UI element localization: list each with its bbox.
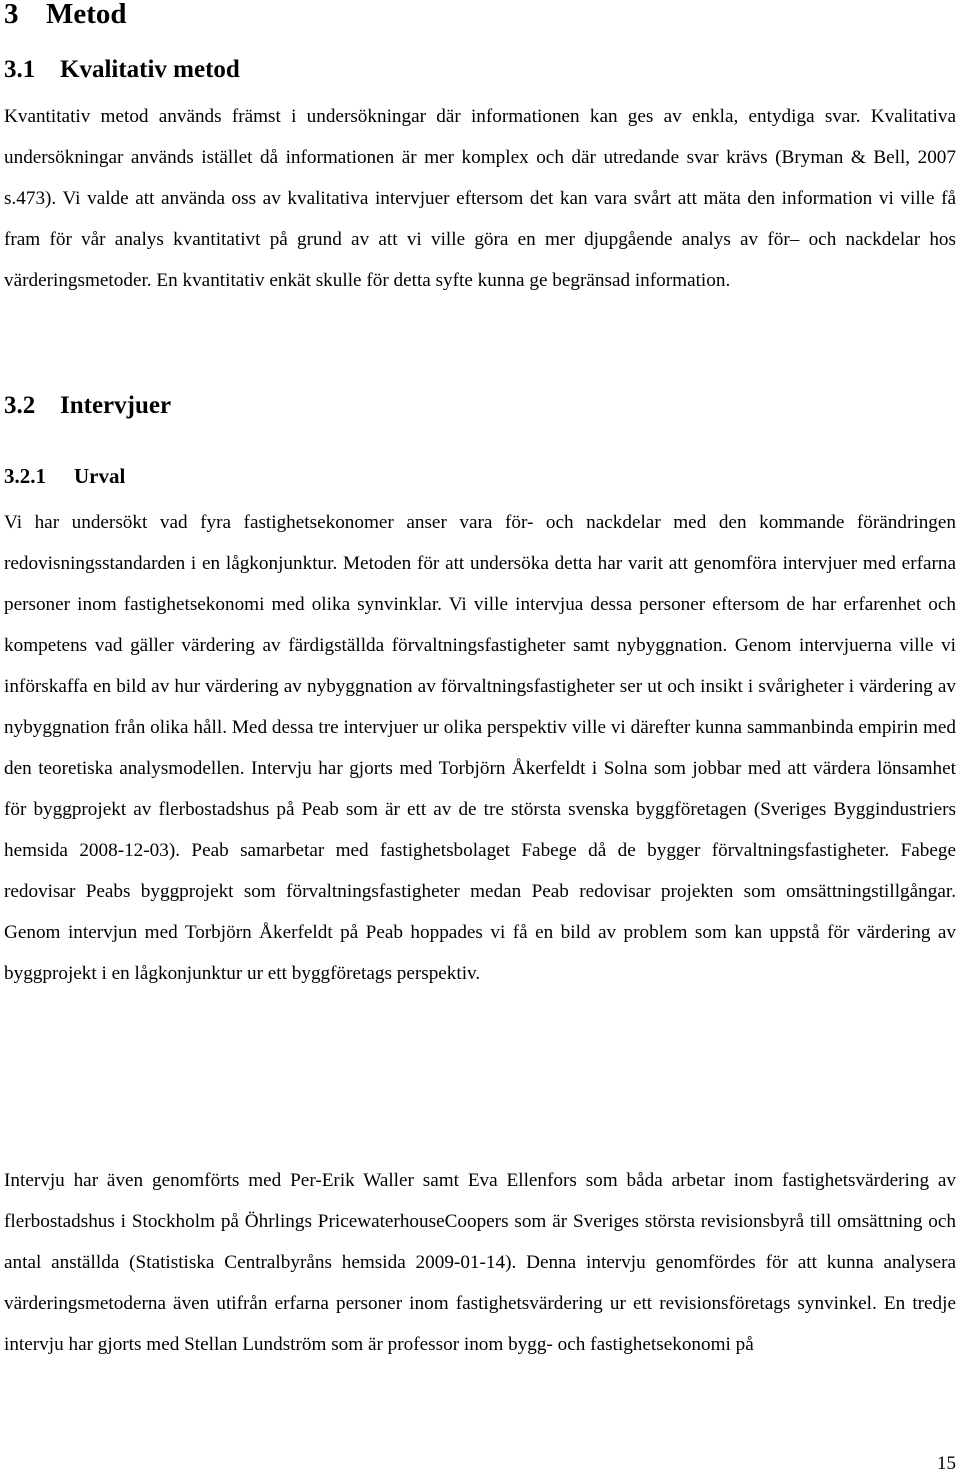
paragraph-urval-2: Intervju har även genomförts med Per-Erik Waller samt Eva Ellenfors som båda arbetar inom fastighetsvärdering av flerbostadshus i Stockholm på Öhrlings PricewaterhouseCoopers som är Sveriges största revisionsbyrå till omsättning och antal anställda (Statistiska Centralbyråns hemsida 2009-01-14). Denna intervju genomfördes för att kunna analysera värderingsmetoderna även utifrån erfarna personer inom fastighetsvärdering ur ett revisionsföretags synvinkel. En tredje intervju har gjorts med Stellan Lundström som är professor inom bygg- och fastighetsekonomi på	[4, 1170, 956, 1355]
subsection-title: Kvalitativ metod	[60, 56, 240, 83]
subsection-heading-kvalitativ-metod	[4, 54, 240, 86]
subsection-heading-intervjuer	[4, 390, 171, 422]
subsection-number: 3.1	[4, 56, 36, 83]
page-number: 15	[937, 1453, 956, 1474]
subsubsection-heading-urval	[4, 462, 125, 490]
subsection-title: Intervjuer	[60, 392, 172, 419]
paragraph-kvalitativ-metod: Kvantitativ metod används främst i undersökningar där informationen kan ges av enkla, entydiga svar. Kvalitativa undersökningar används istället då informationen är mer komplex och där utredande svar krävs (Bryman & Bell, 2007 s.473). Vi valde att använda oss av kvalitativa intervjuer eftersom det kan vara svårt att mäta den information vi ville få fram för vår analys kvantitativt på grund av att vi ville göra en mer djupgående analys av för– och nackdelar hos värderingsmetoder. En kvantitativ enkät skulle för detta syfte kunna ge begränsad information.	[4, 106, 956, 291]
section-heading	[4, 0, 127, 32]
section-number: 3	[4, 0, 19, 30]
subsection-number: 3.2	[4, 392, 36, 419]
subsubsection-title: Urval	[74, 464, 126, 488]
paragraph-urval-1: Vi har undersökt vad fyra fastighetsekonomer anser vara för- och nackdelar med den kommande förändringen redovisningsstandarden i en lågkonjunktur. Metoden för att undersöka detta har varit att genomföra intervjuer med erfarna personer inom fastighetsekonomi med olika synvinklar. Vi ville intervjua dessa personer eftersom de har erfarenhet och kompetens vad gäller värdering av färdigställda förvaltningsfastigheter samt nybyggnation. Genom intervjuerna ville vi införskaffa en bild av hur värdering av nybyggnation av förvaltningsfastigheter ser ut och insikt i svårigheter i värdering av nybyggnation från olika håll. Med dessa tre intervjuer ur olika perspektiv ville vi därefter kunna sammanbinda empirin med den teoretiska analysmodellen. Intervju har gjorts med Torbjörn Åkerfeldt i Solna som jobbar med att värdera lönsamhet för byggprojekt av flerbostadshus på Peab som är ett av de tre största svenska byggföretagen (Sveriges Byggindustriers hemsida 2008-12-03). Peab samarbetar med fastighetsbolaget Fabege då de bygger förvaltningsfastigheter. Fabege redovisar Peabs byggprojekt som förvaltningsfastigheter medan Peab redovisar projekten som omsättningstillgångar. Genom intervjun med Torbjörn Åkerfeldt på Peab hoppades vi få en bild av problem som kan uppstå för värdering av byggprojekt i en lågkonjunktur ur ett byggföretags perspektiv.	[4, 512, 956, 984]
section-title: Metod	[46, 0, 127, 30]
subsubsection-number: 3.2.1	[4, 464, 46, 488]
